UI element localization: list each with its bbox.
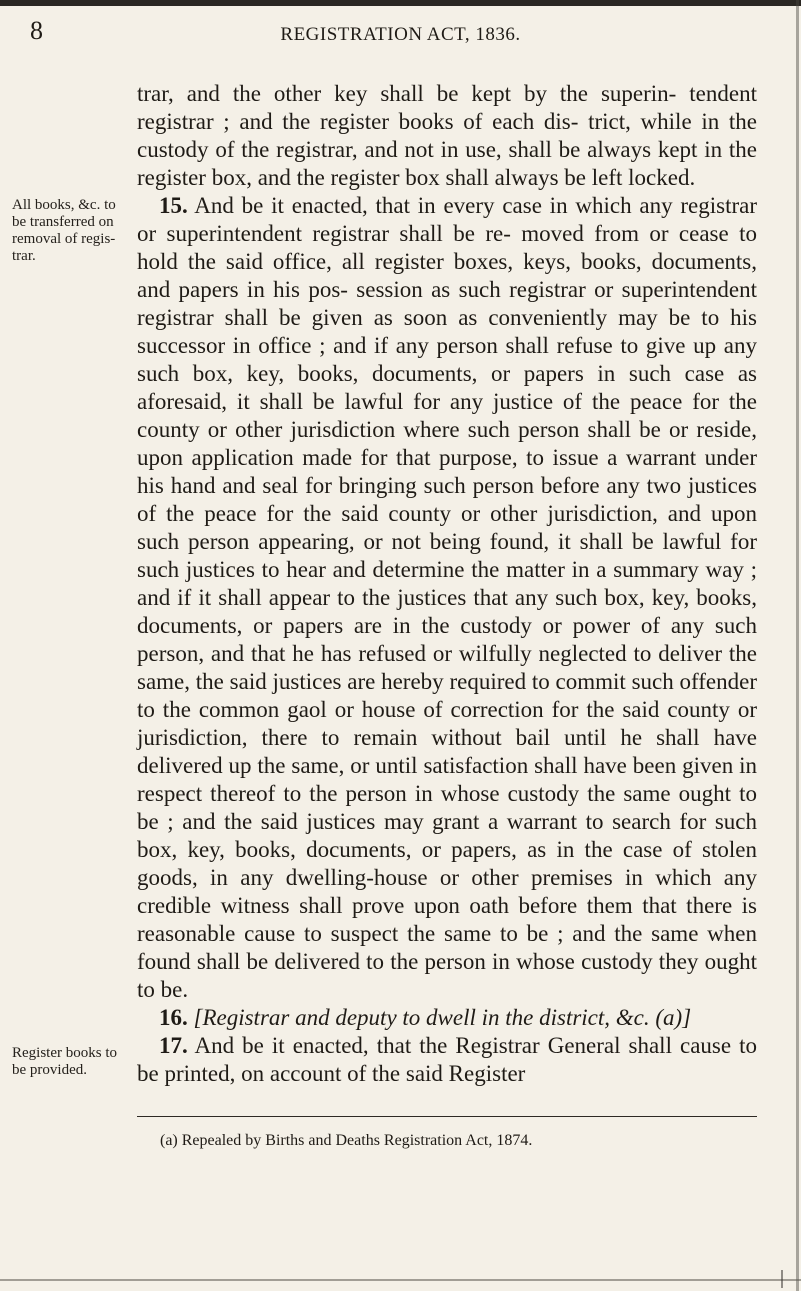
section-17-paragraph — [137, 1032, 757, 1088]
running-title: REGISTRATION ACT, 1836. — [280, 24, 521, 45]
section-15-text: And be it enacted, that in every case in which any registrar or superintendent registrar shall be re- moved from or cease to hold the said office, all register boxes, keys, books, documents, and papers in his pos- session as such registrar or superintendent registrar shall be given as soon as conveniently may be to his successor in office ; and if any person shall refuse to give up any such box, key, books, documents, or papers in such case as aforesaid, it shall be lawful for any justice of the peace for the county or other jurisdiction where such person shall be or reside, upon application made for that purpose, to issue a warrant under his hand and seal for bringing such person before any two justices of the peace for the said county or other jurisdiction, and upon such person appearing, or not being found, it shall be lawful for such justices to hear and determine the matter in a summary way ; and if it shall appear to the justices that any such box, key, books, documents, or papers are in the custody or power of any such person, and that he has refused or wilfully neglected to deliver the same, the said justices are hereby required to commit such offender to the common gaol or house of correction for the said county or jurisdiction, there to remain without bail until he shall have delivered up the same, or until satisfaction shall have been given in respect thereof to the person in whose custody the same ought to be ; and the said justices may grant a warrant to search for such box, key, books, documents, or papers, as in the case of stolen goods, in any dwelling-house or other premises in which any credible witness shall prove upon oath before them that there is reasonable cause to suspect the same to be ; and the same when found shall be delivered to the person in whose custody they ought to be. — [137, 193, 757, 1002]
right-page-edge — [796, 0, 799, 1291]
top-page-edge — [0, 0, 801, 6]
section-17-text: And be it enacted, that the Registrar General shall cause to be printed, on account of the said Register — [137, 1033, 757, 1086]
bottom-binding-line — [0, 1279, 801, 1281]
footnote-rule — [137, 1116, 757, 1117]
section-15-paragraph — [137, 192, 757, 1004]
section-16-number: 16. — [159, 1005, 188, 1030]
section-16-text: [Registrar and deputy to dwell in the district, &c. (a)] — [187, 1005, 692, 1030]
margin-note-all-books: All books, &c. to be transferred on removal of regis- trar. — [12, 197, 116, 264]
bottom-binding-edge — [781, 1270, 799, 1288]
margin-note-register-books: Register books to be provided. — [12, 1045, 117, 1078]
main-text — [137, 80, 757, 1088]
section-16-paragraph — [137, 1004, 757, 1032]
footnote-a: (a) Repealed by Births and Deaths Registration Act, 1874. — [160, 1132, 533, 1149]
section-17-number: 17. — [159, 1033, 188, 1058]
continued-paragraph: trar, and the other key shall be kept by the superin- tendent registrar ; and the register books of each dis- trict, while in the custody of the registrar, and not in use, shall be always kept in the register box, and the register box shall always be left locked. — [137, 81, 757, 190]
page-number: 8 — [30, 16, 43, 45]
section-15-number: 15. — [159, 193, 188, 218]
